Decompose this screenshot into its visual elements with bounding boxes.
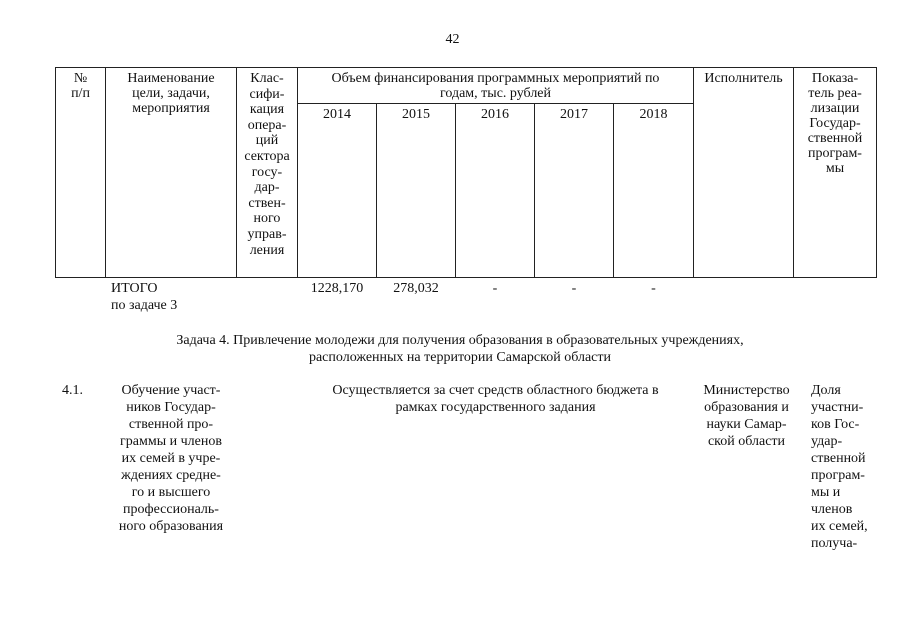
col-border-4 (376, 103, 377, 278)
header-indicator: Показа- тель реа- лизации Государ- ственной програм- мы (807, 71, 863, 176)
total-value-2018: - (651, 281, 656, 296)
header-year-2018: 2018 (639, 107, 668, 122)
row-4-1-executor: Министерство образования и науки Самар- ской области (703, 383, 790, 449)
col-border-10 (876, 67, 877, 278)
total-label: ИТОГО по задаче 3 (111, 281, 178, 313)
header-classification: Клас- сифи- кация опера- ций сектора госу- дар- ствен- ного управ- ления (244, 71, 290, 258)
row-4-1-indicator: Доля участни- ков Гос- удар- ственной програм- мы и членов их семей, получа- (811, 383, 868, 551)
header-name: Наименование цели, задачи, мероприятия (127, 71, 215, 116)
header-year-2015: 2015 (402, 107, 430, 122)
col-border-8 (693, 67, 694, 278)
header-year-2017: 2017 (560, 107, 588, 122)
header-executor: Исполнитель (704, 71, 783, 86)
table-top-border (55, 67, 877, 68)
header-year-2016: 2016 (481, 107, 509, 122)
row-4-1-name: Обучение участ- ников Государ- ственной про- граммы и членов их семей в учре- ждениях средне- го и высшего профессиональ- ного образования (118, 383, 224, 534)
total-value-2017: - (571, 281, 577, 296)
total-value-2015: 278,032 (393, 281, 439, 296)
row-4-1-financing: Осуществляется за счет средств областного бюджета в рамках государственного задания (332, 383, 659, 415)
task-4-title: Задача 4. Привлечение молодежи для получения образования в образовательных учреждениях, расположенных на территории Самарской области (176, 333, 744, 365)
table-bottom-border (55, 277, 877, 278)
total-value-2014: 1228,170 (310, 281, 364, 296)
page-number: 42 (445, 32, 460, 47)
col-border-6 (534, 103, 535, 278)
header-year-2014: 2014 (323, 107, 351, 122)
col-border-5 (455, 103, 456, 278)
header-num: № п/п (71, 71, 90, 101)
row-4-1-number: 4.1. (62, 383, 83, 398)
year-row-border (297, 103, 693, 104)
col-border-7 (613, 103, 614, 278)
header-financing-volume: Объем финансирования программных мероприятий по годам, тыс. рублей (331, 71, 660, 101)
total-value-2016: - (492, 281, 498, 296)
